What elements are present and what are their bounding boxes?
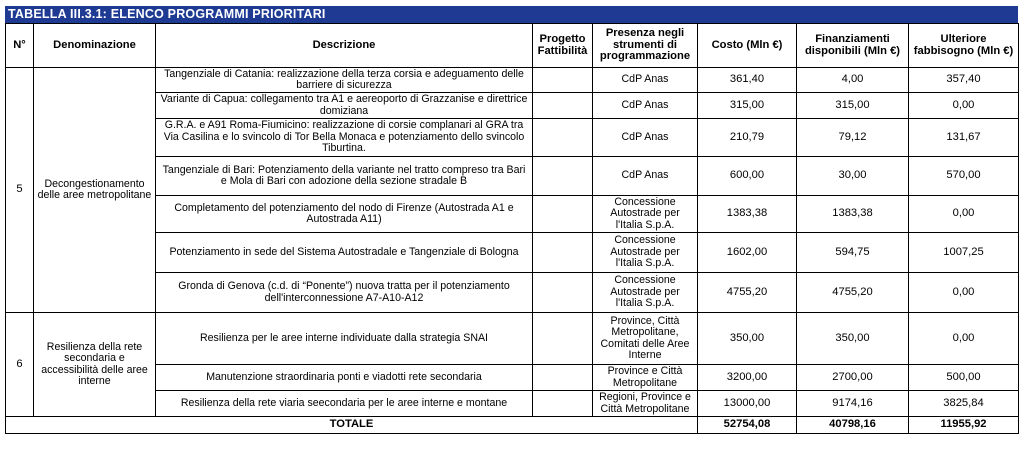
table-row [6,196,1019,233]
table-row [6,68,1019,93]
cell-presenza: CdP Anas [593,119,698,157]
programmi-table [5,23,1019,434]
cell-costo: 361,40 [698,68,797,93]
header-finanziamenti: Finanziamenti disponibili (Mln €) [797,24,909,68]
cell-ulteriore: 0,00 [909,313,1019,365]
header-denominazione: Denominazione [34,24,156,68]
cell-ulteriore: 570,00 [909,157,1019,196]
cell-presenza: Concessione Autostrade per l'Italia S.p.A. [593,196,698,233]
cell-costo: 315,00 [698,93,797,119]
cell-progetto [533,365,593,391]
cell-ulteriore: 0,00 [909,196,1019,233]
table-title: TABELLA III.3.1: ELENCO PROGRAMMI PRIORITARI [5,6,1018,23]
cell-presenza: Regioni, Province e Città Metropolitane [593,391,698,417]
cell-costo: 1383,38 [698,196,797,233]
cell-progetto [533,273,593,313]
header-row [6,24,1019,68]
cell-ulteriore: 500,00 [909,365,1019,391]
cell-progetto [533,119,593,157]
cell-finanziamenti: 79,12 [797,119,909,157]
cell-costo: 3200,00 [698,365,797,391]
cell-progetto [533,391,593,417]
cell-presenza: CdP Anas [593,157,698,196]
cell-costo: 350,00 [698,313,797,365]
cell-presenza: Province e Città Metropolitane [593,365,698,391]
cell-ulteriore: 1007,25 [909,233,1019,273]
header-presenza: Presenza negli strumenti di programmazione [593,24,698,68]
cell-progetto [533,196,593,233]
cell-descrizione: Resilienza per le aree interne individuate dalla strategia SNAI [156,313,533,365]
total-row [6,417,1019,434]
header-progetto: Progetto Fattibilità [533,24,593,68]
cell-descrizione: Tangenziale di Catania: realizzazione della terza corsia e adeguamento delle barriere di sicurezza [156,68,533,93]
cell-costo: 210,79 [698,119,797,157]
cell-finanziamenti: 594,75 [797,233,909,273]
cell-presenza: Concessione Autostrade per l'Italia S.p.A. [593,233,698,273]
group-number: 5 [6,68,34,313]
header-costo: Costo (Mln €) [698,24,797,68]
header-n: N° [6,24,34,68]
cell-progetto [533,68,593,93]
cell-finanziamenti: 30,00 [797,157,909,196]
cell-descrizione: Tangenziale di Bari: Potenziamento della variante nel tratto compreso tra Bari e Mola di Bari con adozione della sezione stradale B [156,157,533,196]
table-row [6,391,1019,417]
cell-ulteriore: 0,00 [909,273,1019,313]
cell-descrizione: Manutenzione straordinaria ponti e viadotti rete secondaria [156,365,533,391]
group-denominazione: Decongestionamento delle aree metropolitane [34,68,156,313]
cell-costo: 13000,00 [698,391,797,417]
table-row [6,365,1019,391]
table-wrapper [5,6,1018,434]
cell-ulteriore: 3825,84 [909,391,1019,417]
cell-descrizione: G.R.A. e A91 Roma-Fiumicino: realizzazione di corsie complanari al GRA tra Via Casilina e lo svincolo di Tor Bella Monaca e potenziamento dello svincolo Tiburtina. [156,119,533,157]
total-costo: 52754,08 [698,417,797,434]
cell-finanziamenti: 4,00 [797,68,909,93]
table-row [6,313,1019,365]
group-number: 6 [6,313,34,417]
table-row [6,233,1019,273]
cell-descrizione: Gronda di Genova (c.d. di “Ponente”) nuova tratta per il potenziamento dell'interconnessione A7-A10-A12 [156,273,533,313]
cell-descrizione: Resilienza della rete viaria seecondaria per le aree interne e montane [156,391,533,417]
cell-progetto [533,233,593,273]
cell-presenza: CdP Anas [593,68,698,93]
cell-descrizione: Potenziamento in sede del Sistema Autostradale e Tangenziale di Bologna [156,233,533,273]
total-finanziamenti: 40798,16 [797,417,909,434]
cell-finanziamenti: 315,00 [797,93,909,119]
cell-descrizione: Completamento del potenziamento del nodo di Firenze (Autostrada A1 e Autostrada A11) [156,196,533,233]
cell-presenza: Province, Città Metropolitane, Comitati delle Aree Interne [593,313,698,365]
cell-presenza: CdP Anas [593,93,698,119]
table-row [6,273,1019,313]
group-denominazione: Resilienza della rete secondaria e accessibilità delle aree interne [34,313,156,417]
header-ulteriore: Ulteriore fabbisogno (Mln €) [909,24,1019,68]
cell-progetto [533,157,593,196]
cell-finanziamenti: 4755,20 [797,273,909,313]
header-descrizione: Descrizione [156,24,533,68]
cell-progetto [533,313,593,365]
cell-costo: 600,00 [698,157,797,196]
cell-presenza: Concessione Autostrade per l'Italia S.p.A. [593,273,698,313]
cell-ulteriore: 0,00 [909,93,1019,119]
total-label: TOTALE [6,417,698,434]
cell-costo: 1602,00 [698,233,797,273]
table-row [6,119,1019,157]
cell-ulteriore: 357,40 [909,68,1019,93]
cell-progetto [533,93,593,119]
table-row [6,93,1019,119]
table-row [6,157,1019,196]
cell-descrizione: Variante di Capua: collegamento tra A1 e aereoporto di Grazzanise e direttrice domiziana [156,93,533,119]
cell-finanziamenti: 2700,00 [797,365,909,391]
cell-finanziamenti: 1383,38 [797,196,909,233]
cell-finanziamenti: 350,00 [797,313,909,365]
cell-ulteriore: 131,67 [909,119,1019,157]
total-ulteriore: 11955,92 [909,417,1019,434]
cell-finanziamenti: 9174,16 [797,391,909,417]
cell-costo: 4755,20 [698,273,797,313]
